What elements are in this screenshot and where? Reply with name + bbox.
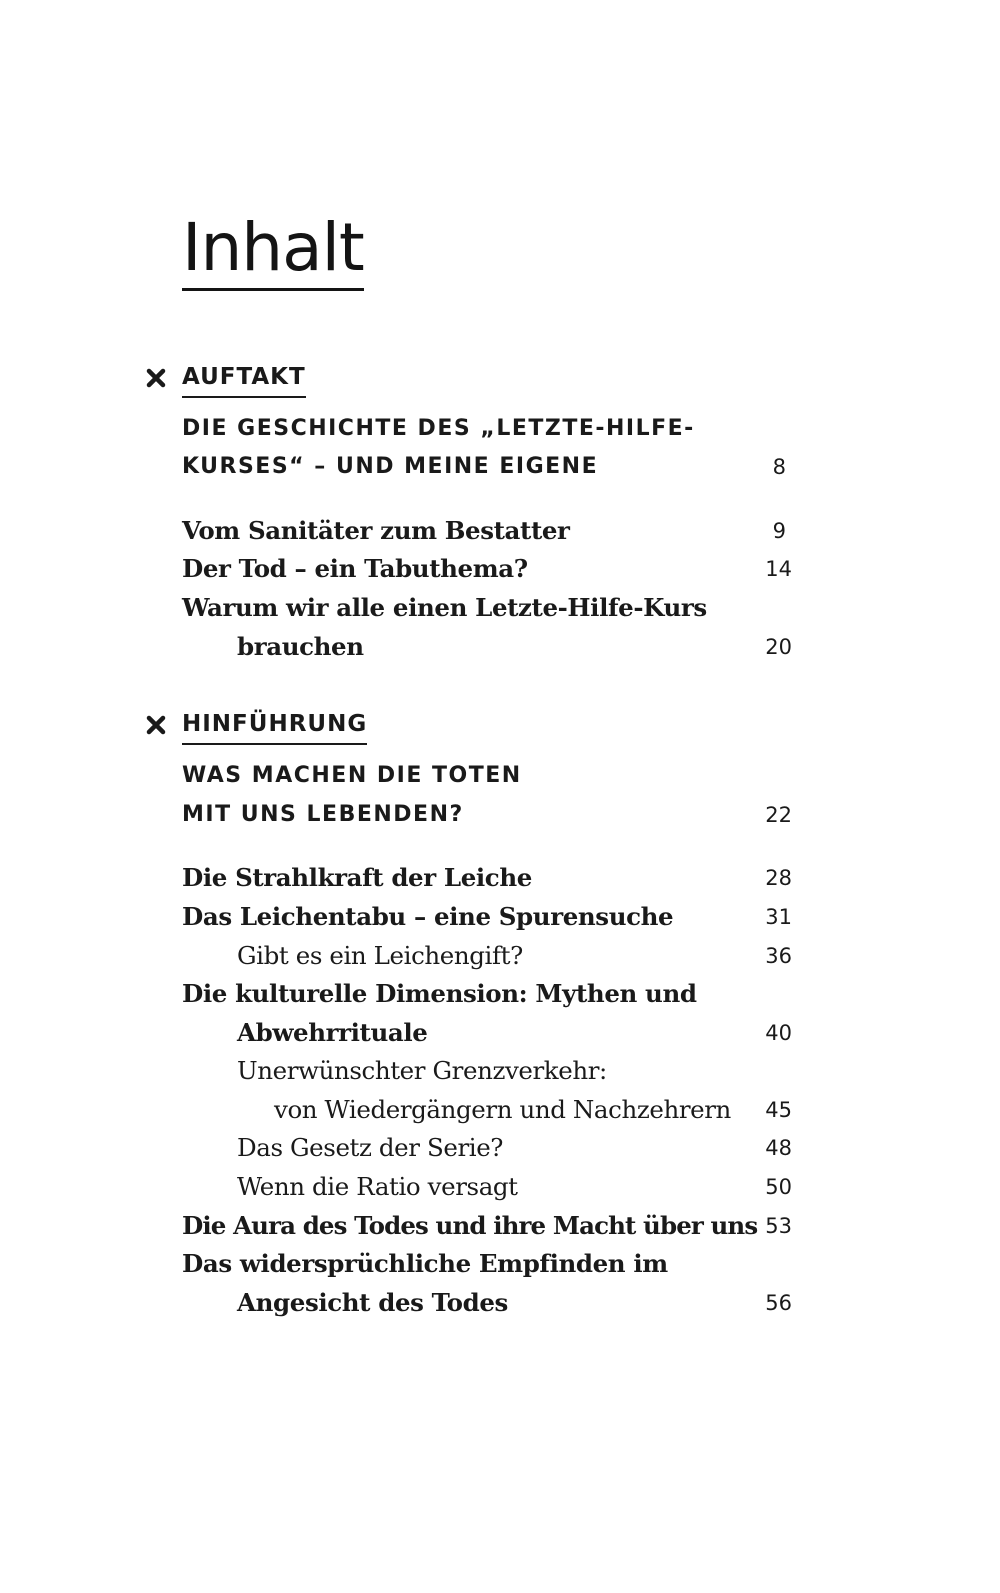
page-number: 14 [765,557,792,581]
toc-subentry[interactable]: Das Gesetz der Serie? [237,1133,504,1162]
page-title: Inhalt [182,210,364,291]
page-number: 50 [765,1175,792,1199]
chapter-title-line: MIT UNS LEBENDEN? [182,802,464,827]
section-label-auftakt: AUFTAKT [182,362,306,398]
page-number: 20 [765,635,792,659]
toc-entry-continuation[interactable]: brauchen [237,632,364,661]
toc-entry[interactable]: Die Strahlkraft der Leiche [182,863,532,892]
toc-entry[interactable]: Der Tod – ein Tabuthema? [182,554,528,583]
page-number: 45 [765,1098,792,1122]
page-number: 22 [765,803,792,827]
toc-subentry-continuation[interactable]: von Wiedergängern und Nachzehrern [274,1095,731,1124]
toc-entry[interactable]: Die kulturelle Dimension: Mythen und [182,979,697,1008]
page-number: 8 [772,455,786,479]
toc-entry[interactable]: Die Aura des Todes und ihre Macht über uns [182,1211,758,1240]
toc-subentry[interactable]: Unerwünschter Grenzverkehr: [237,1056,607,1085]
page-number: 56 [765,1291,792,1315]
chapter-title-line: WAS MACHEN DIE TOTEN [182,763,522,788]
toc-entry-continuation[interactable]: Angesicht des Todes [237,1288,508,1317]
chapter-title-line: DIE GESCHICHTE DES „LETZTE-HILFE- [182,416,695,441]
page-number: 36 [765,944,792,968]
chapter-title-line: KURSES“ – UND MEINE EIGENE [182,454,599,479]
toc-entry[interactable]: Warum wir alle einen Letzte-Hilfe-Kurs [182,593,707,622]
x-mark-icon [144,366,168,390]
page-number: 31 [765,905,792,929]
toc-subentry[interactable]: Wenn die Ratio versagt [237,1172,518,1201]
toc-subentry[interactable]: Gibt es ein Leichengift? [237,941,523,970]
toc-entry[interactable]: Das Leichentabu – eine Spurensuche [182,902,674,931]
toc-entry[interactable]: Vom Sanitäter zum Bestatter [182,516,570,545]
x-mark-icon [144,713,168,737]
page-number: 53 [765,1214,792,1238]
page-number: 48 [765,1136,792,1160]
toc-entry[interactable]: Das widersprüchliche Empfinden im [182,1249,668,1278]
x-mark-icon-glyph [146,715,166,735]
section-label-hinfuehrung: HINFÜHRUNG [182,709,367,745]
page-number: 9 [772,519,786,543]
page-number: 40 [765,1021,792,1045]
page-number: 28 [765,866,792,890]
toc-entry-continuation[interactable]: Abwehrrituale [237,1018,428,1047]
x-mark-icon-glyph [146,368,166,388]
